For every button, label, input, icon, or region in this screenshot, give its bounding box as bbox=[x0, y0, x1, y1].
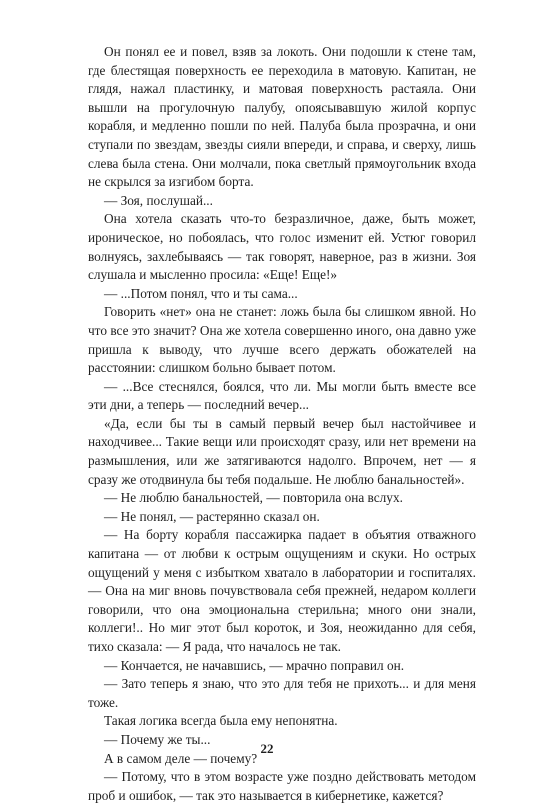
paragraph: — Почему же ты... bbox=[104, 731, 211, 747]
paragraph: — На борту корабля пассажирка падает в объятия отважного капитана — от любви к острым ощущениям и скуки. Но острых ощущений у меня с избытком хватало в лаборатории и госпиталях. — Она на миг вновь почувствовала себя прежней, недаром коллеги говорили, что она эмоциональна стерильна; много они знали, коллеги!.. Но миг этот был короток, и Зоя, неожиданно для себя, тихо сказала: — Я рада, что началось не так. bbox=[88, 527, 476, 654]
paragraph: Такая логика всегда была ему непонятна. bbox=[104, 713, 338, 729]
paragraph: — Потому, что в этом возрасте уже поздно действовать методом проб и ошибок, — так это называется в кибернетике, кажется? bbox=[88, 769, 476, 803]
paragraph: — Не понял, — растерянно сказал он. bbox=[104, 508, 320, 524]
paragraph: «Да, если бы ты в самый первый вечер был настойчивее и находчивее... Такие вещи или происходят сразу, или нет времени на размышления, или же затягиваются надолго. Впрочем, нет — я сразу же отодвинула бы тебя подальше. Не люблю банальностей». bbox=[88, 415, 476, 487]
paragraph: — Зато теперь я знаю, что это для тебя не прихоть... и для меня тоже. bbox=[88, 676, 476, 710]
paragraph: — Зоя, послушай... bbox=[104, 192, 213, 208]
page-number: 22 bbox=[260, 741, 274, 756]
paragraph: — ...Потом понял, что и ты сама... bbox=[104, 285, 298, 301]
paragraph: — Не люблю банальностей, — повторила она вслух. bbox=[104, 490, 403, 506]
paragraph: Он понял ее и повел, взяв за локоть. Они подошли к стене там, где блестящая поверхность ее переходила в матовую. Капитан, не глядя, нажал пластинку, и матовая поверхность растаяла. Они вышли на прогулочную палубу, опоясывавшую жилой корпус корабля, и медленно пошли по ней. Палуба была прозрачна, и они ступали по звездам, звезды сияли впереди, и справа, и сверху, лишь слева была стена. Они молчали, пока светлый прямоугольник входа не скрылся за изгибом борта. bbox=[88, 44, 476, 190]
paragraph: Говорить «нет» она не станет: ложь была бы слишком явной. Но что все это значит? Она же хотела совершенно иного, она давно уже пришла к выводу, что лучше всего держать обожателей на расстоянии: слишком больно бывает потом. bbox=[88, 304, 476, 376]
paragraph: — ...Все стеснялся, боялся, что ли. Мы могли быть вместе все эти дни, а теперь — последний вечер... bbox=[88, 378, 476, 413]
body-text bbox=[88, 43, 476, 805]
paragraph: А в самом деле — почему? bbox=[104, 750, 258, 766]
paragraph: Она хотела сказать что-то безразличное, даже, быть может, ироническое, но побоялась, что голос изменит ей. Устюг говорил волнуясь, захлебываясь — так говорят, наверное, раз в жизни. Зоя слушала и мысленно просила: «Еще! Еще!» bbox=[88, 211, 476, 283]
paragraph: — Кончается, не начавшись, — мрачно поправил он. bbox=[104, 657, 405, 673]
